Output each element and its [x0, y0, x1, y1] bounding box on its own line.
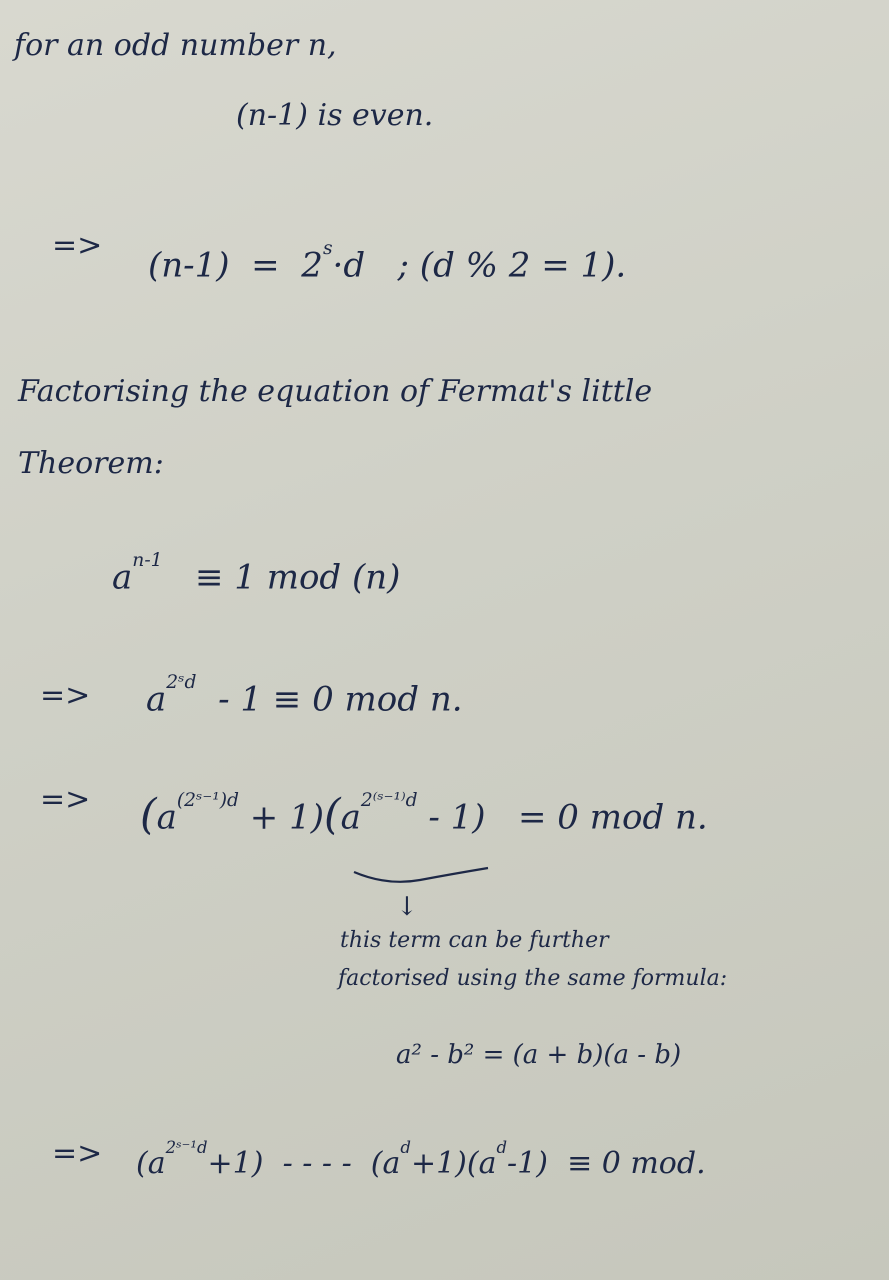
step2-equation — [146, 672, 463, 719]
step1-exp: s — [322, 238, 333, 259]
step4-arrow: => — [52, 1136, 103, 1171]
annotation-line-1: this term can be further — [340, 928, 609, 953]
intro-line-2: (n-1) is even. — [236, 98, 434, 133]
intro-line-1: for an odd number n, — [14, 28, 337, 63]
step3-equation — [140, 790, 708, 839]
factor-text-line-1: Factorising the equation of Fermat's little — [18, 374, 653, 409]
fermat-base: a — [112, 557, 133, 598]
annotation-line-2: factorised using the same formula: — [338, 966, 728, 991]
step1-condition: ; (d % 2 = 1). — [397, 245, 627, 286]
step4-rest: ≡ 0 mod. — [567, 1145, 706, 1181]
fermat-rest: ≡ 1 mod (n) — [194, 557, 401, 598]
step4-last-close: -1) — [507, 1145, 548, 1181]
step1-eq: = — [251, 245, 280, 286]
step3-rest: = 0 mod n. — [518, 797, 708, 838]
step4-exp: 2ˢ⁻¹d — [165, 1138, 208, 1157]
step3-minus: - 1) — [428, 797, 486, 838]
step4-close: +1) — [207, 1145, 264, 1181]
underbrace-mark — [352, 860, 492, 900]
step4-equation — [136, 1138, 706, 1181]
step1-base: 2 — [301, 245, 323, 286]
step3-open-2: ( — [323, 790, 341, 840]
step1-equation — [148, 238, 626, 285]
annotation-arrow: ↓ — [396, 892, 418, 922]
step4-dots: - - - - — [282, 1145, 352, 1181]
fermat-equation — [112, 550, 400, 597]
step4-open: (a — [136, 1145, 166, 1181]
factor-text-line-2: Theorem: — [18, 446, 164, 481]
step1-arrow: => — [52, 228, 103, 263]
step2-exp: 2ˢd — [166, 672, 197, 693]
step3-exp-2: 2⁽ˢ⁻¹⁾d — [360, 790, 418, 811]
step4-mid-close: +1) — [410, 1145, 467, 1181]
step3-arrow: => — [40, 782, 91, 817]
step3-base-2: a — [340, 797, 361, 838]
fermat-exp: n-1 — [132, 550, 163, 571]
step4-last-open: (a — [466, 1145, 497, 1181]
step2-rest: - 1 ≡ 0 mod n. — [218, 679, 463, 720]
step2-arrow: => — [40, 678, 91, 713]
step3-plus: + 1) — [249, 797, 324, 838]
step1-rest: ·d — [332, 245, 366, 286]
step1-lhs: (n-1) — [148, 245, 230, 286]
step4-mid-open: (a — [370, 1145, 401, 1181]
step3-open-1: ( — [140, 790, 157, 840]
step2-base: a — [146, 679, 167, 720]
step3-exp-1: (2ˢ⁻¹)d — [176, 790, 239, 811]
annotation-formula: a² - b² = (a + b)(a - b) — [396, 1040, 682, 1070]
step3-base-1: a — [156, 797, 177, 838]
step4-mid-exp: d — [400, 1138, 411, 1157]
step4-last-exp: d — [496, 1138, 508, 1157]
